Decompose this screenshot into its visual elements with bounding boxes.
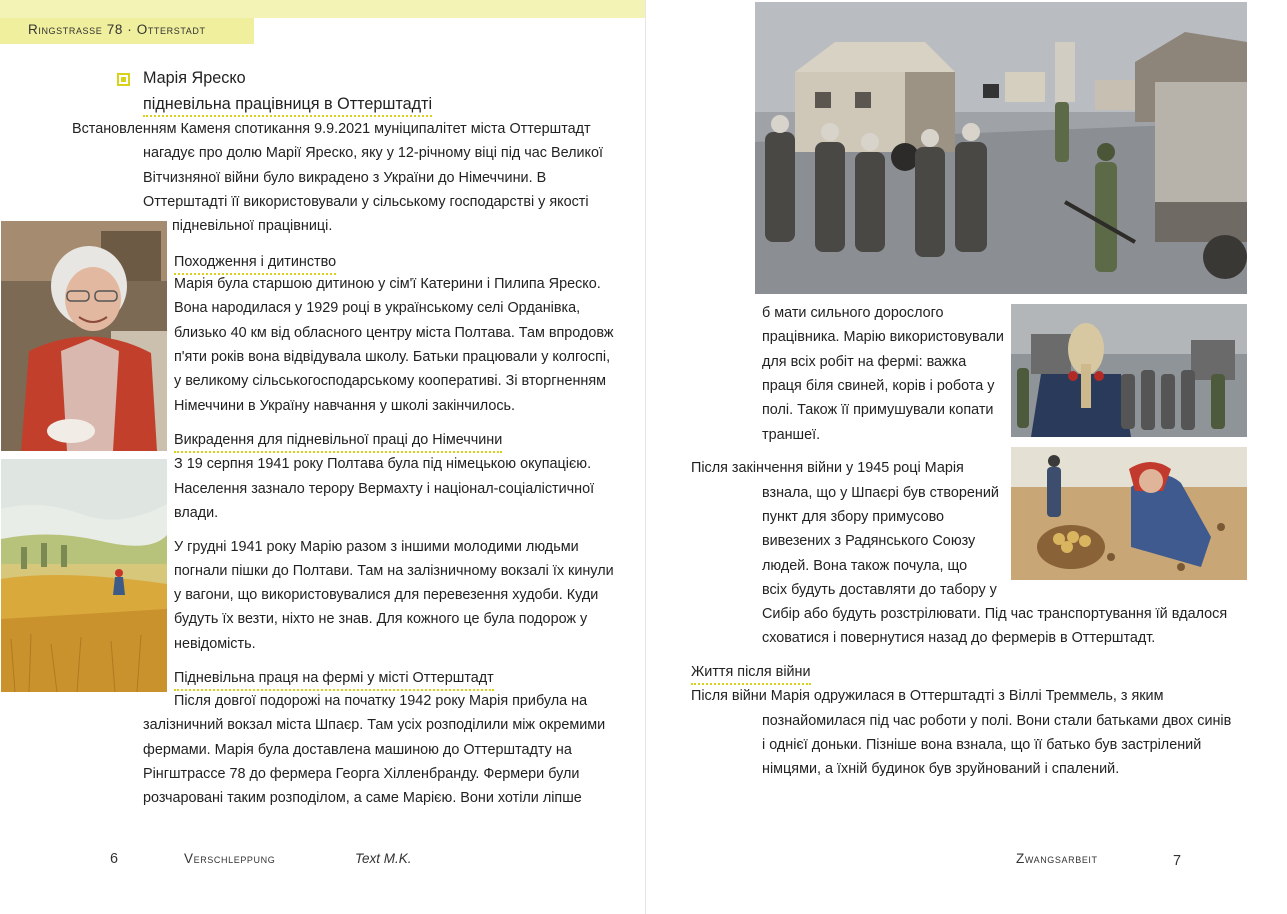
abduction-line: З 19 серпня 1941 року Полтава була під німецькою окупацією. — [174, 456, 592, 472]
farm-cont-line: для всіх робіт на фермі: важка — [762, 354, 967, 370]
after-war-line: і однієї доньки. Пізніше вона взнала, що її батько був застрілений — [762, 737, 1202, 753]
war-end-line: Після закінчення війни у 1945 році Марія — [691, 460, 964, 476]
header-title: Ringstrasse 78 · Otterstadt — [28, 22, 206, 37]
abduction-line: Населення зазнало терору Вермахту і націонал-соціалістичної — [174, 481, 595, 497]
after-war-line: німцями, а їхній будинок був зруйнований і спалений. — [762, 761, 1120, 777]
abduction-line: влади. — [174, 505, 219, 521]
farm-line: Рінгштрассе 78 до фермера Георга Хілленбранду. Фермери були — [143, 766, 580, 782]
field-painting — [1, 459, 167, 692]
abduction-line: невідомість. — [174, 636, 256, 652]
farm-line: Після довгої подорожі на початку 1942 року Марія прибула на — [174, 693, 588, 709]
war-end-line: людей. Вона також почула, що — [762, 558, 968, 574]
abduction-line: будуть їх везти, ніхто не знав. Для кожного це була подорож у — [174, 611, 588, 627]
abduction-line: погнали пішки до Полтави. Там на залізничному вокзалі їх кинули — [174, 563, 614, 579]
deportation-illustration — [755, 2, 1247, 294]
farm-line: фермами. Марія була доставлена машиною до Оттерштадту на — [143, 742, 572, 758]
farm-cont-line: праця біля свиней, корів і робота у — [762, 378, 995, 394]
after-war-line: познайомилася під час роботи у полі. Вони стали батьками двох синів — [762, 713, 1232, 729]
origin-line: у великому сільськогосподарському кооперативі. Зі вторгненням — [174, 373, 607, 389]
war-end-line: сховатися і повернутися назад до фермерів в Оттерштадт. — [762, 630, 1156, 646]
abduction-line: У грудні 1941 року Марію разом з іншими молодими людьми — [174, 539, 579, 555]
page-number-right: 7 — [1173, 853, 1182, 869]
footer-author: Text M.K. — [355, 851, 412, 866]
farm-cont-line: б мати сильного дорослого — [762, 305, 944, 321]
origin-line: п'яти років вона відвідувала школу. Батьки працювали у колгоспі, — [174, 349, 611, 365]
potato-illustration — [1011, 447, 1247, 580]
portrait-photo — [1, 221, 167, 451]
farm-cont-line: працівника. Марію використовували — [762, 329, 1004, 345]
war-end-line: Сибір або будуть розстрілювати. Під час транспортування їй вдалося — [762, 606, 1228, 622]
origin-line: Вона народилася у 1929 році в українському селі Орданівка, — [174, 300, 581, 316]
heading-origin: Походження і дитинство — [174, 252, 336, 275]
war-end-line: взнала, що у Шпаєрі був створений — [762, 485, 999, 501]
farm-cont-line: траншеї. — [762, 427, 821, 443]
footer-section-right: Zwangsarbeit — [1016, 851, 1098, 866]
intro-line: Вітчизняної війни було викрадено з України до Німеччини. В — [143, 170, 547, 186]
square-bullet-icon — [117, 73, 130, 86]
farm-line: залізничний вокзал міста Шпаєр. Там усіх розподілили між окремими — [143, 717, 606, 733]
origin-line: близько 40 км від обласного центру міста Полтава. Там впродовж — [174, 325, 614, 341]
person-role: підневільна працівниця в Оттерштадті — [143, 94, 432, 117]
page-number-left: 6 — [110, 851, 119, 867]
origin-line: Марія була старшою дитиною у сім'ї Катерини і Пилипа Яреско. — [174, 276, 601, 292]
intro-line: Встановленням Каменя спотикання 9.9.2021 муніципалітет міста Оттерштадт — [72, 121, 591, 137]
origin-line: Німеччини в Україну навчання у школі закінчилось. — [174, 398, 516, 414]
heading-abduction: Викрадення для підневільної праці до Німеччини — [174, 430, 502, 453]
page-spine — [645, 0, 646, 914]
intro-line: нагадує про долю Марії Яреско, яку у 12-річному віці під час Великої — [143, 145, 604, 161]
header-band — [0, 0, 646, 18]
after-war-line: Після війни Марія одружилася в Оттерштадті з Віллі Треммель, з яким — [691, 688, 1164, 704]
intro-line: підневільної працівниці. — [172, 218, 333, 234]
person-name: Марія Яреско — [143, 69, 246, 87]
war-end-line: вивезених з Радянського Союзу — [762, 533, 976, 549]
heading-after-war: Життя після війни — [691, 662, 811, 685]
farm-line: розчаровані таким розподілом, а саме Марією. Вони хотіли ліпше — [143, 790, 582, 806]
war-end-line: пункт для збору примусово — [762, 509, 945, 525]
footer-section-left: Verschleppung — [184, 851, 276, 866]
farm-cont-line: полі. Також її примушували копати — [762, 402, 994, 418]
heading-farm: Підневільна праця на фермі у місті Оттерштадт — [174, 668, 494, 691]
intro-line: Оттерштадті її використовували у сільському господарстві у якості — [143, 194, 589, 210]
braid-illustration — [1011, 304, 1247, 437]
war-end-line: всіх будуть доставляти до табору у — [762, 582, 997, 598]
abduction-line: у вагони, що використовувалися для перевезення худоби. Куди — [174, 587, 599, 603]
